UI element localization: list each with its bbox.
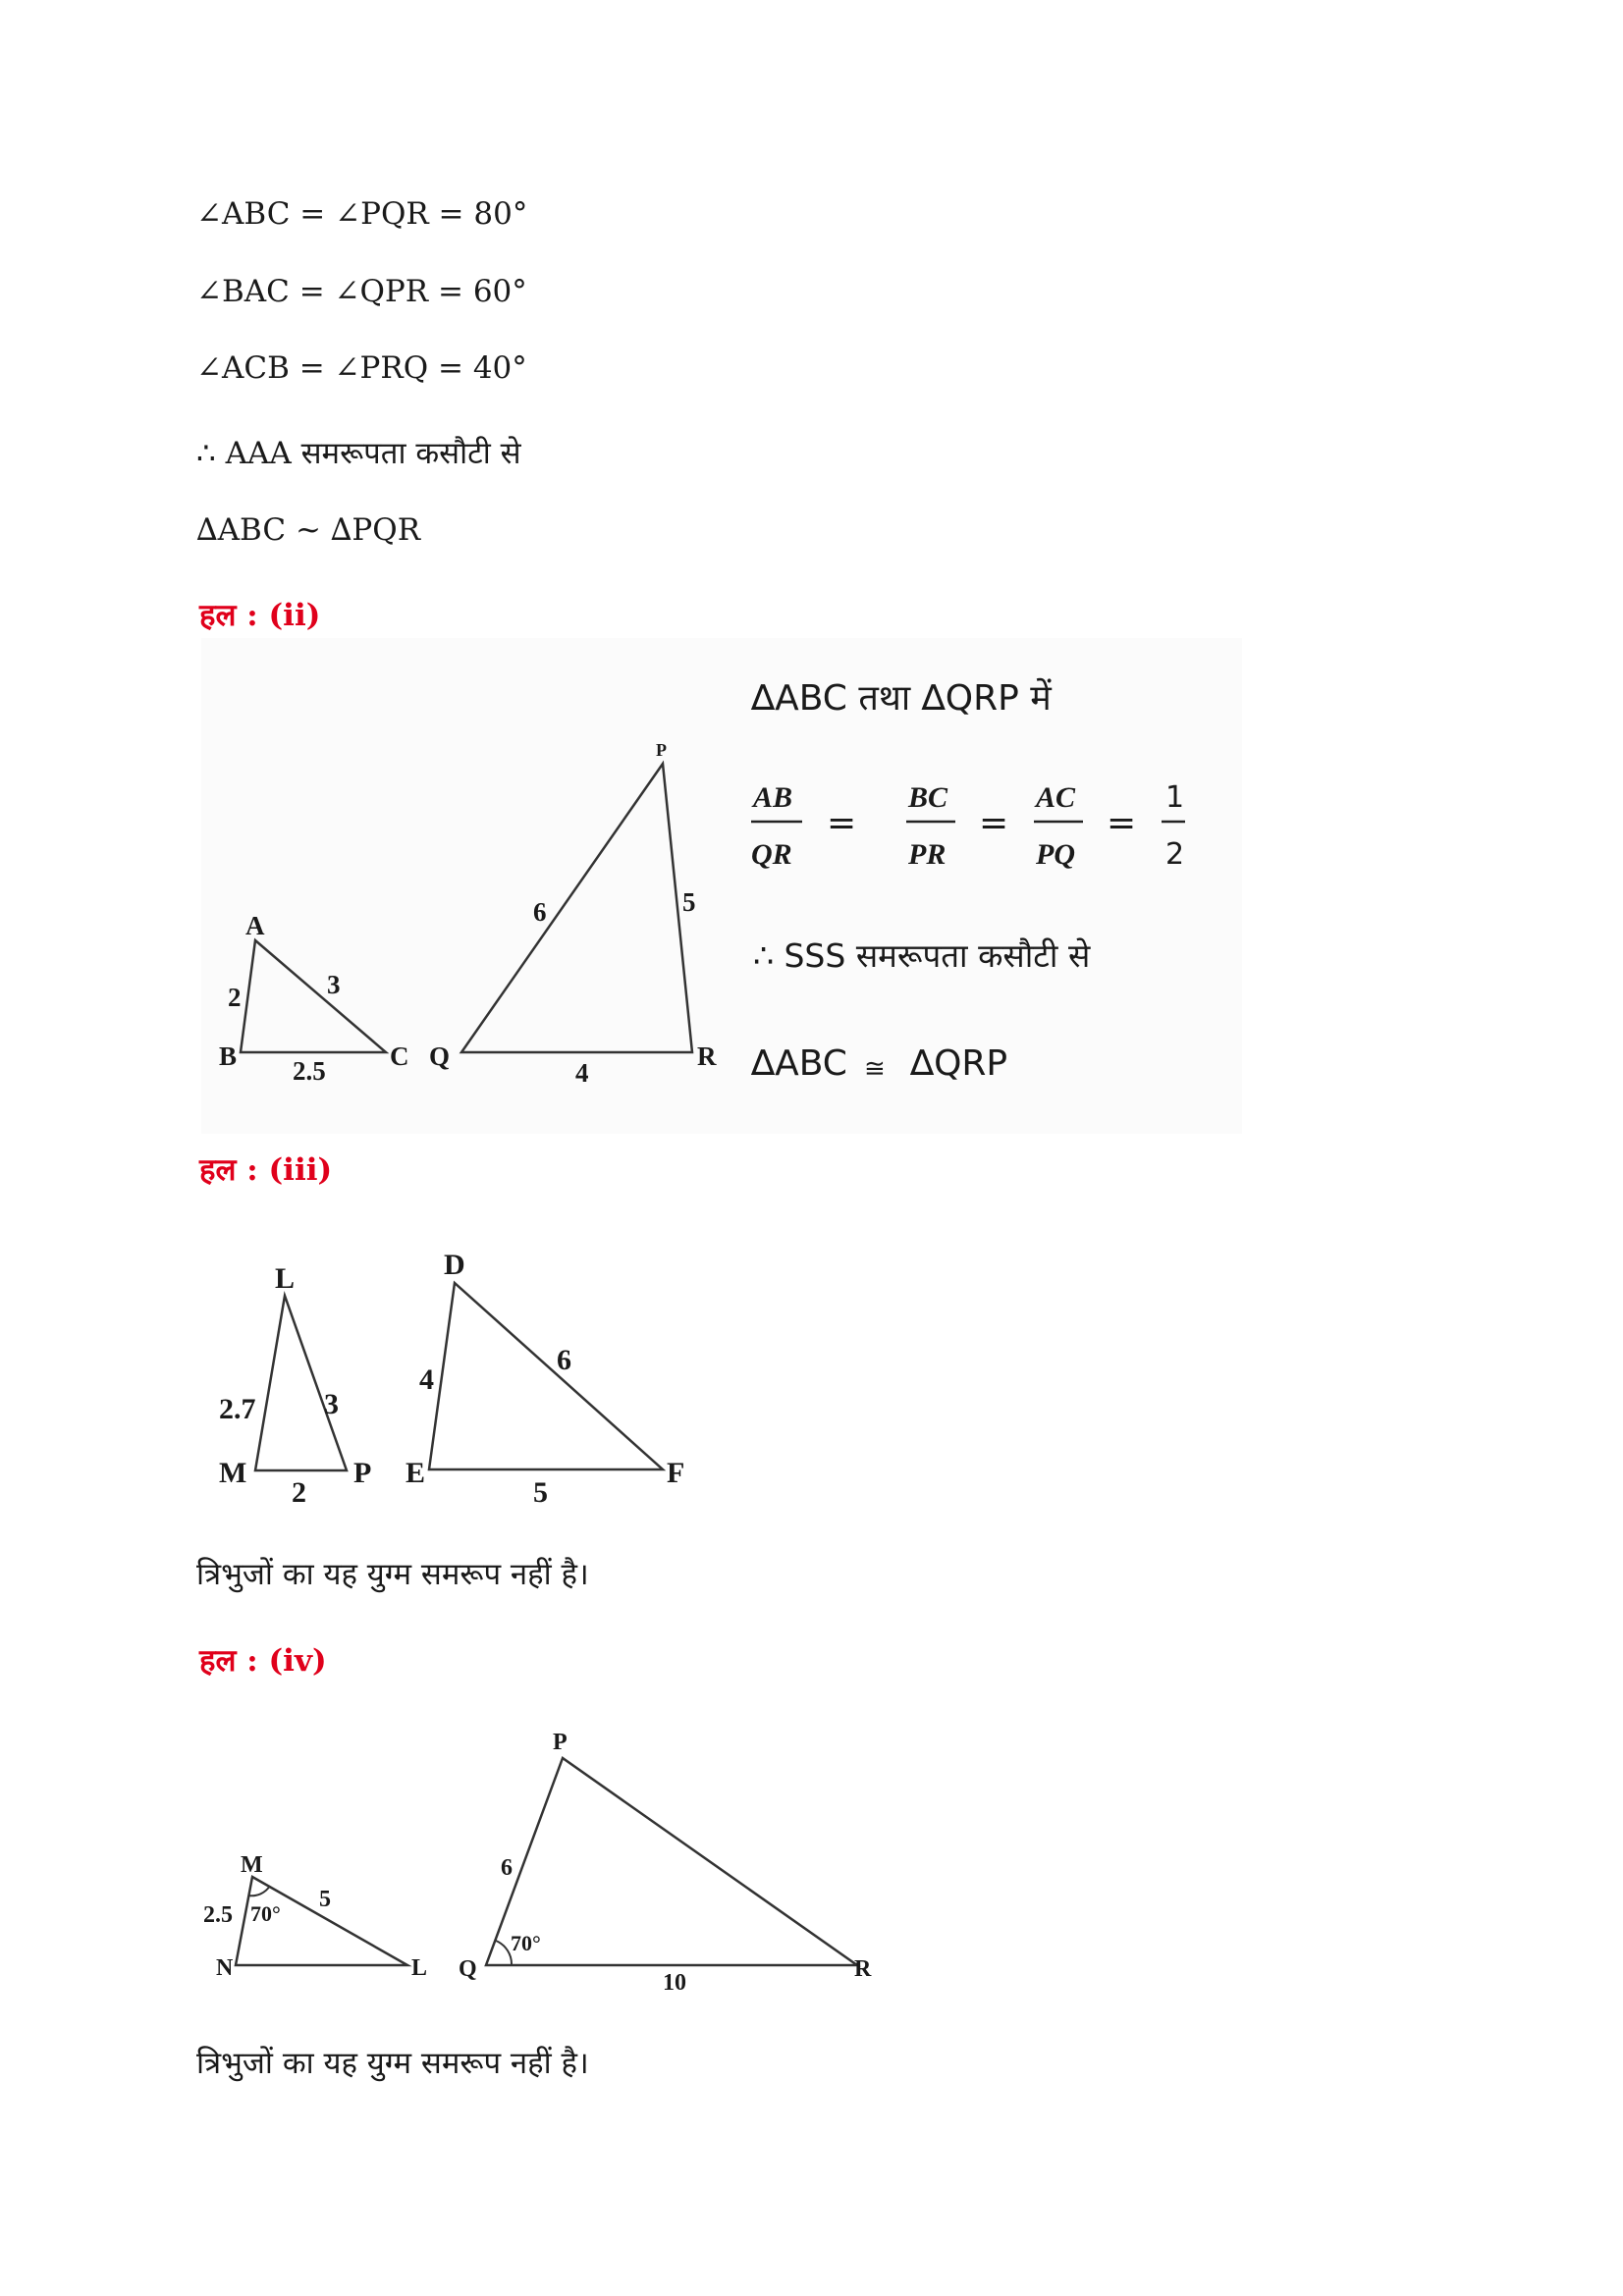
triangle-lmp [255, 1296, 347, 1470]
solution-iii-heading: हल : (iii) [199, 1152, 333, 1188]
vertex-d-label: D [444, 1249, 465, 1281]
solution-ii-heading: हल : (ii) [199, 598, 321, 633]
similarity-result-line: ∆ABC ~ ∆PQR [196, 512, 421, 548]
aaa-criterion-line: ∴ AAA समरूपता कसौटी से [196, 436, 521, 471]
triangle-def [429, 1283, 663, 1469]
side-lp-label: 3 [324, 1388, 339, 1420]
vertex-f-label: F [667, 1457, 685, 1489]
result-left: ∆ABC [751, 1043, 847, 1084]
solution-ii-figure [201, 638, 1242, 1134]
side-ac-label: 3 [327, 970, 341, 999]
vertex-b-label: B [219, 1041, 238, 1071]
fraction-2-denominator: PR [908, 838, 947, 871]
vertex-a-label: A [245, 911, 265, 940]
vertex-m-label: M [219, 1457, 247, 1489]
fraction-3-denominator: PQ [1036, 838, 1075, 871]
vertex-q-label: Q [429, 1041, 451, 1071]
vertex-p-label: P [353, 1457, 372, 1489]
side-mp-label: 2 [292, 1476, 306, 1509]
fraction-1-denominator: QR [751, 838, 792, 871]
side-pq-label: 6 [533, 897, 547, 927]
side-qr-label: 4 [575, 1058, 589, 1088]
result-right: ∆QRP [910, 1043, 1008, 1084]
vertex-l-label: L [275, 1262, 296, 1295]
fraction-2-numerator: BC [908, 781, 948, 814]
angle-bac-line: ∠BAC = ∠QPR = 60° [196, 274, 527, 309]
side-ef-label: 5 [533, 1476, 548, 1509]
vertex-p-label-iv: P [553, 1730, 568, 1755]
vertex-e-label: E [406, 1457, 426, 1489]
vertex-p-label: P [656, 740, 667, 760]
vertex-n-label: N [216, 1955, 234, 1981]
angle-acb-line: ∠ACB = ∠PRQ = 40° [196, 350, 527, 386]
angle-q-label: 70° [511, 1931, 541, 1955]
fraction-4-denominator: 2 [1165, 837, 1185, 872]
side-de-label: 4 [419, 1363, 434, 1396]
side-lm-label: 2.7 [219, 1393, 256, 1425]
vertex-c-label: C [390, 1041, 409, 1071]
angle-m-label: 70° [250, 1901, 281, 1926]
equals-3: = [1107, 803, 1137, 843]
side-df-label: 6 [557, 1344, 571, 1376]
solution-iii-figure [201, 1217, 702, 1522]
equals-1: = [827, 803, 857, 843]
side-ml-label: 5 [319, 1887, 331, 1912]
angle-m-arc [248, 1886, 270, 1896]
intro-text: ∆ABC तथा ∆QRP में [751, 678, 1052, 719]
solution-iii-conclusion: त्रिभुजों का यह युग्म समरूप नहीं है। [196, 1557, 589, 1592]
side-pq-label-iv: 6 [501, 1855, 513, 1881]
solution-iv-heading: हल : (iv) [199, 1643, 327, 1679]
congruence-symbol: ≅ [864, 1054, 886, 1084]
angle-abc-line: ∠ABC = ∠PQR = 80° [196, 196, 528, 232]
fraction-3-numerator: AC [1036, 781, 1076, 814]
solution-iv-conclusion: त्रिभुजों का यह युग्म समरूप नहीं है। [196, 2046, 589, 2081]
side-bc-label: 2.5 [293, 1056, 326, 1086]
side-pr-label: 5 [682, 887, 696, 917]
angle-q-arc [496, 1941, 512, 1965]
vertex-m-label: M [241, 1852, 263, 1878]
sss-criterion-text: ∴ SSS समरूपता कसौटी से [753, 936, 1091, 975]
triangle-pqr-iv [486, 1758, 857, 1965]
solution-iv-figure [201, 1723, 908, 2007]
figure-background [201, 638, 1242, 1134]
fraction-1-numerator: AB [753, 781, 793, 814]
vertex-q-label-iv: Q [459, 1956, 477, 1982]
vertex-r-label: R [697, 1041, 717, 1071]
side-qr-label-iv: 10 [663, 1970, 686, 1996]
fraction-4-numerator: 1 [1165, 780, 1185, 815]
side-mn-label: 2.5 [203, 1902, 233, 1928]
vertex-r-label-iv: R [854, 1956, 872, 1982]
side-ab-label: 2 [228, 983, 242, 1012]
vertex-l-label: L [411, 1955, 428, 1981]
equals-2: = [979, 803, 1009, 843]
